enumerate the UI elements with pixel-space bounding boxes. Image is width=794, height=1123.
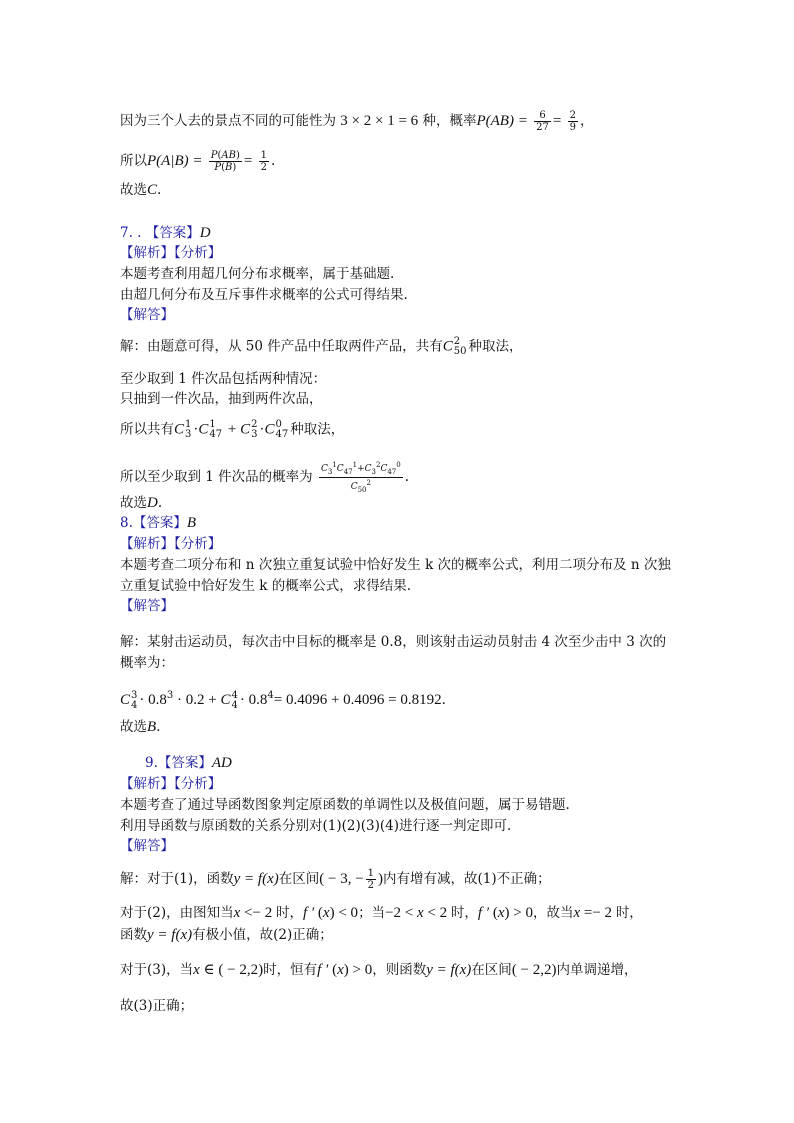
solution-tag: 【解答】 bbox=[120, 838, 174, 854]
answer-header-q9 bbox=[145, 754, 232, 773]
text-line: 所以共有C 1 3 ·C 1 47 + C 2 3 ·C 0 47 种取法， bbox=[120, 419, 345, 440]
text-line: 解：对于(1)，函数y = f(x)在区间( − 3, − $\frac{1}{2}$ )内有增有减，故(1)不正确； bbox=[120, 868, 551, 891]
text-line: 由超几何分布及互斥事件求概率的公式可得结果. bbox=[120, 287, 408, 303]
text-line: 故(3)正确； bbox=[120, 998, 194, 1014]
text-line: 所以至少取到 1 件次品的概率为 $\frac{C_3^1C_{47}^1+C_3^2C_{47}^0}{C_{50}^2}$ . bbox=[120, 461, 410, 494]
analysis-tag: 【解析】【分析】 bbox=[120, 776, 222, 792]
text-line: 故选C. bbox=[120, 182, 162, 198]
text-line: 对于(3)，当x ∈ ( − 2,2)时，恒有f ′ (x) > 0，则函数y = f(x)在区间( − 2,2)内单调递增， bbox=[120, 962, 638, 978]
answer-tag: 【答案】 bbox=[132, 515, 187, 531]
question-number: 7. . bbox=[120, 225, 142, 241]
text-line: 利用导函数与原函数的关系分别对(1)(2)(3)(4)进行逐一判定即可. bbox=[120, 818, 512, 834]
fraction: $\frac{1}{2}$ bbox=[260, 150, 268, 173]
answer-tag: 【答案】 bbox=[145, 225, 200, 241]
text-line: 至少取到 1 件次品包括两种情况： bbox=[120, 371, 327, 387]
text-line: 解：由题意可得，从 50 件产品中任取两件产品，共有C 2 50 种取法， bbox=[120, 336, 523, 357]
fraction: $\frac{C_3^1C_{47}^1+C_3^2C_{47}^0}{C_{50}^2}$ bbox=[320, 461, 401, 494]
answer-header-q7 bbox=[120, 224, 211, 243]
solution-tag: 【解答】 bbox=[120, 307, 174, 323]
text-line: 故选B. bbox=[120, 719, 161, 735]
text-line: 本题考查了通过导函数图象判定原函数的单调性以及极值问题，属于易错题. bbox=[120, 797, 570, 813]
solution-tag: 【解答】 bbox=[120, 598, 174, 614]
math-expr: 3 × 2 × 1 = 6 bbox=[340, 113, 419, 129]
text-line: 对于(2)，由图知当x <− 2 时，f ′ (x) < 0；当−2 < x < 2 时，f ′ (x) > 0，故当x =− 2 时， bbox=[120, 905, 643, 921]
text-line: 所以P(A|B) = $\frac{P(AB)}{P(B)}$ = $\frac{1}{2}$ . bbox=[120, 150, 276, 173]
answer-value: AD bbox=[211, 755, 232, 771]
text-line: 概率为： bbox=[120, 655, 174, 671]
text-line: 本题考查利用超几何分布求概率，属于基础题. bbox=[120, 266, 395, 282]
text-line: 只抽到一件次品，抽到两件次品， bbox=[120, 391, 323, 407]
text-line: C 3 4 · $0.8^3 \cdot 0.2 + C$ 4 4 · $0.8^4= 0.4096 + 0.4096 = 0.8192$. bbox=[120, 689, 446, 711]
answer-value: D bbox=[199, 225, 211, 241]
math-expr: P(AB) = bbox=[476, 113, 528, 129]
fraction: $\frac{P(AB)}{P(B)}$ bbox=[210, 150, 240, 173]
text-line: 本题考查二项分布和 n 次独立重复试验中恰好发生 k 次的概率公式，利用二项分布及 n 次独 bbox=[120, 557, 671, 573]
fraction: $\frac{6}{27}$ bbox=[536, 110, 549, 133]
fraction: $\frac{2}{9}$ bbox=[569, 110, 577, 133]
text-line: 故选D. bbox=[120, 495, 163, 511]
text-line: 解：某射击运动员，每次击中目标的概率是 0.8，则该射击运动员射击 4 次至少击中 3 次的 bbox=[120, 634, 667, 650]
question-number: 8. bbox=[120, 515, 133, 531]
text: 种，概率 bbox=[422, 113, 477, 129]
math-expr: P(A|B) = bbox=[147, 153, 203, 169]
text-line: 函数y = f(x)有极小值，故(2)正确； bbox=[120, 927, 333, 943]
answer-value: B bbox=[186, 515, 197, 531]
text-line: 立重复试验中恰好发生 k 的概率公式，求得结果. bbox=[120, 578, 412, 594]
answer-header-q8 bbox=[120, 514, 196, 533]
answer-tag: 【答案】 bbox=[157, 755, 212, 771]
text-line: 因为三个人去的景点不同的可能性为 3 × 2 × 1 = 6 种，概率P(AB) = $\frac{6}{27}$ = $\frac{2}{9}$ ， bbox=[120, 110, 594, 133]
text: 因为三个人去的景点不同的可能性为 bbox=[120, 113, 336, 129]
analysis-tag: 【解析】【分析】 bbox=[120, 536, 222, 552]
question-number: 9. bbox=[145, 755, 158, 771]
analysis-tag: 【解析】【分析】 bbox=[120, 245, 222, 261]
text: 所以 bbox=[120, 153, 147, 169]
